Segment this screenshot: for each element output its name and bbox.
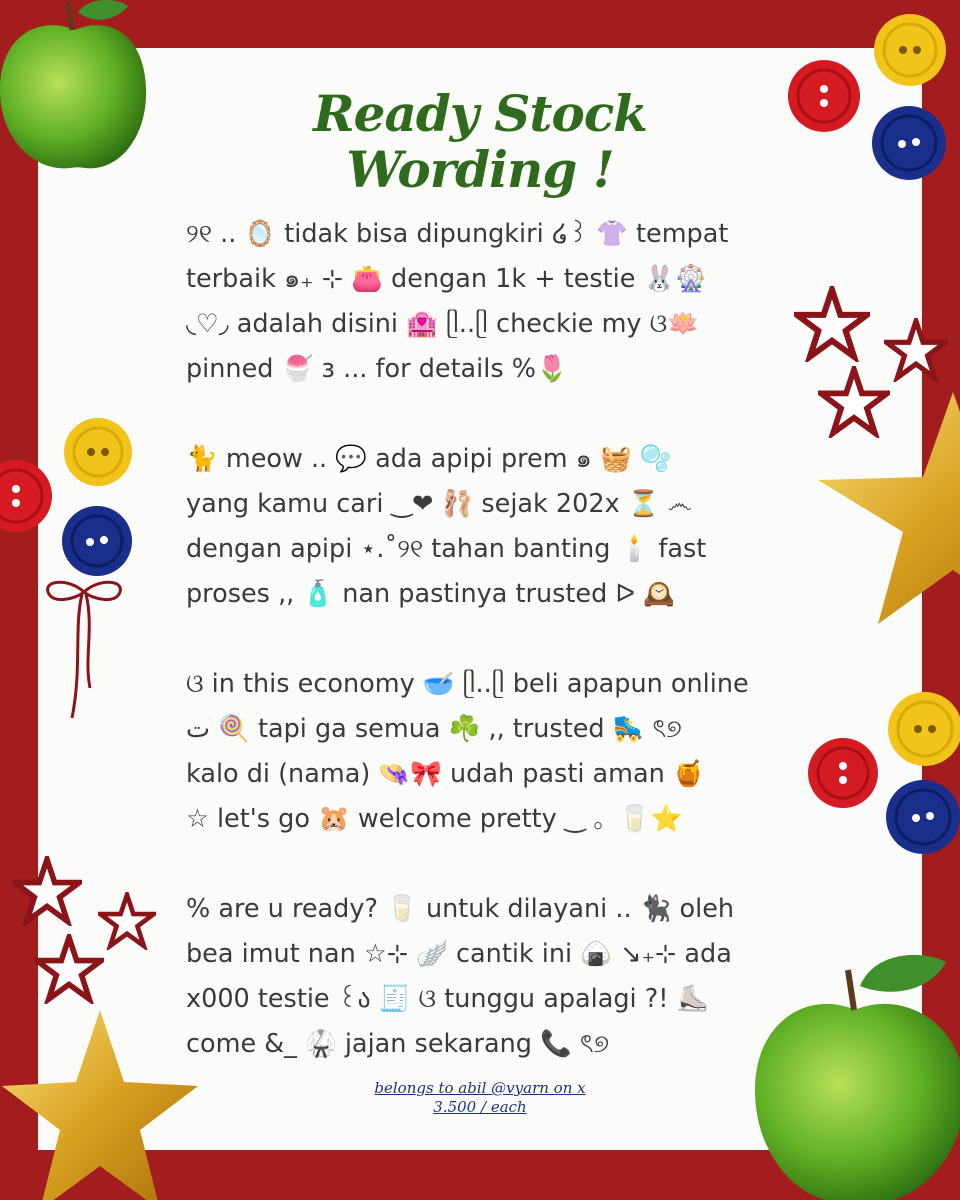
button-icon xyxy=(870,104,948,182)
text-line: dengan apipi ⋆.˚୨୧ tahan banting 🕯️ fast xyxy=(186,534,707,564)
ribbon-bow-icon xyxy=(44,578,124,723)
button-icon xyxy=(0,458,54,538)
paragraph-1 xyxy=(186,212,786,392)
text-line: kalo di (nama) 👒🎀 udah pasti aman 🍯 xyxy=(186,759,705,789)
text-line: % are u ready? 🥛 untuk dilayani .. 🐈‍⬛ oleh xyxy=(186,894,735,924)
title-line-2: Wording ! xyxy=(346,140,614,199)
footer-line-1: belongs to abil @vyarn on x xyxy=(374,1079,586,1097)
text-line: proses ,, 🧴 nan pastinya trusted ᐅ 🕰️ xyxy=(186,579,675,609)
button-icon xyxy=(786,58,862,134)
star-outline-icon xyxy=(98,892,156,950)
button-icon xyxy=(60,504,134,578)
gold-star-icon xyxy=(0,1010,200,1200)
button-icon xyxy=(872,12,948,88)
text-line: terbaik ๑₊ ⊹ 👛 dengan 1k + testie 🐰🎡 xyxy=(186,264,708,294)
text-line: x000 testie ꒰ა 🧾 ଓ tunggu apalagi ?! ⛸️ xyxy=(186,984,709,1014)
footer-credit xyxy=(330,1079,630,1117)
footer-line-2: 3.500 / each xyxy=(433,1098,527,1116)
button-icon xyxy=(886,690,960,770)
gold-star-icon xyxy=(818,392,960,636)
text-line: ୨୧ .. 🪞 tidak bisa dipungkiri ໒꒱ 👚 tempat xyxy=(186,219,729,249)
text-line: ଓ in this economy 🥣 ᥫ..ᥫ beli apapun online xyxy=(186,669,749,699)
text-line: ◟♡◞ adalah disini 🏩 ᥫ..ᥫ checkie my ଓ🪷 xyxy=(186,309,699,339)
text-line: 🐈 meow .. 💬 ada apipi prem ๑ 🧺 🫧 xyxy=(186,444,672,474)
text-line: ☆ let's go 🐹 welcome pretty ‿ 。🥛⭐ xyxy=(186,804,683,834)
star-outline-icon xyxy=(34,934,104,1004)
star-outline-icon xyxy=(884,318,948,382)
text-line: bea imut nan ☆⊹ 🪽 cantik ini 🍙 ↘₊⊹ ada xyxy=(186,939,732,969)
green-apple-icon xyxy=(0,0,150,175)
wording-body xyxy=(186,212,786,1112)
button-icon xyxy=(884,778,960,858)
button-icon xyxy=(62,416,134,488)
text-line: yang kamu cari ‿❤ 🩰 sejak 202x ⏳ ෴ xyxy=(186,489,692,519)
paragraph-3 xyxy=(186,662,786,842)
text-line: ت 🍭 tapi ga semua ☘️ ,, trusted 🛼 ৎ୭ xyxy=(186,714,682,744)
star-outline-icon xyxy=(794,286,870,362)
star-outline-icon xyxy=(12,856,82,926)
text-line: come &_ 🥋 jajan sekarang 📞 ৎ୭ xyxy=(186,1029,610,1059)
green-apple-icon xyxy=(750,950,960,1200)
button-icon xyxy=(806,736,880,810)
paragraph-2 xyxy=(186,437,786,617)
paragraph-4 xyxy=(186,887,786,1067)
title-line-1: Ready Stock xyxy=(313,84,647,143)
text-line: pinned 🍧 ɜ ... for details %🌷 xyxy=(186,354,568,384)
